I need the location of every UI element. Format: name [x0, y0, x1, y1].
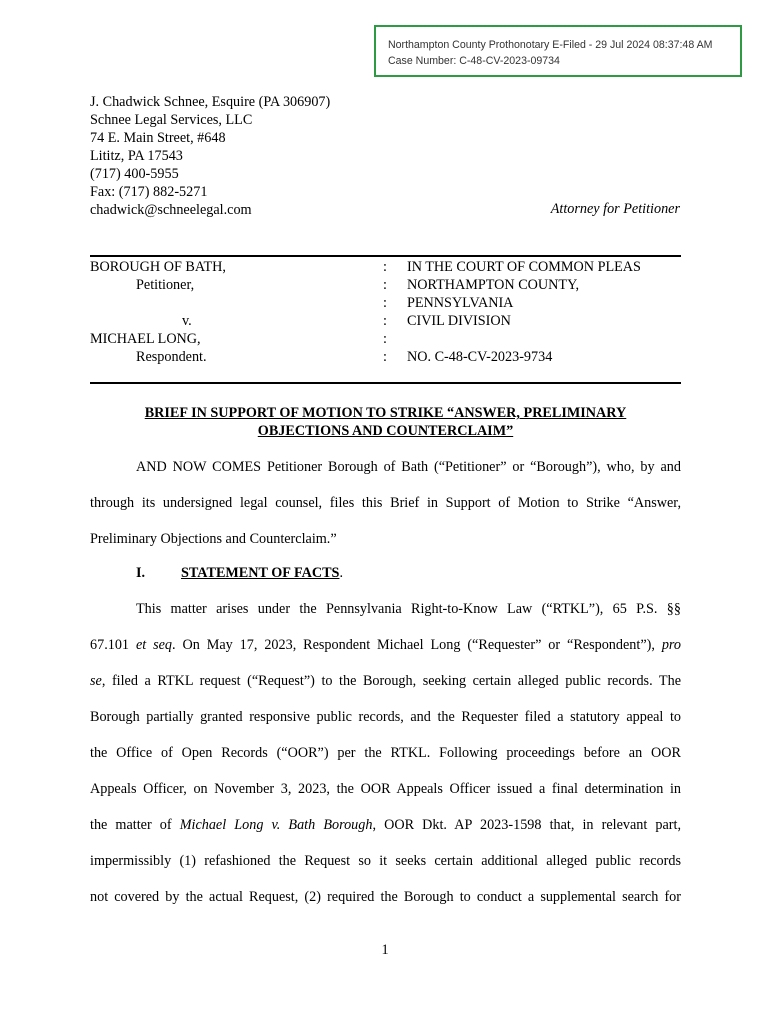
intro-paragraph — [90, 458, 681, 566]
attorney-firm: Schnee Legal Services, LLC — [90, 112, 253, 128]
attorney-block — [90, 93, 330, 219]
docket-number: NO. C-48-CV-2023-9734 — [407, 349, 553, 365]
attorney-name: J. Chadwick Schnee, Esquire (PA 306907) — [90, 94, 331, 110]
paragraph-line: through its undersigned legal counsel, files this Brief in Support of Motion to Strike “Answer, — [90, 495, 681, 511]
caption-colon: : — [383, 277, 387, 293]
section-number: I. — [136, 565, 146, 581]
respondent-role: Respondent. — [136, 349, 207, 365]
section-title: STATEMENT OF FACTS — [181, 565, 340, 581]
caption-colon: : — [383, 331, 387, 347]
caption-colon: : — [383, 313, 387, 329]
section-heading — [136, 564, 343, 582]
document-title-line1: BRIEF IN SUPPORT OF MOTION TO STRIKE “ANSWER, PRELIMINARY — [144, 405, 627, 421]
attorney-city: Lititz, PA 17543 — [90, 148, 183, 164]
court-line: IN THE COURT OF COMMON PLEAS — [407, 259, 641, 275]
case-citation: Michael Long v. Bath Borough — [179, 817, 373, 833]
respondent-name: MICHAEL LONG, — [90, 331, 201, 347]
paragraph-line: Appeals Officer, on November 3, 2023, the OOR Appeals Officer issued a final determination in — [90, 781, 681, 797]
paragraph-line: 67.101 et seq. On May 17, 2023, Respondent Michael Long (“Requester” or “Respondent”), pro — [90, 637, 681, 653]
court-line: NORTHAMPTON COUNTY, — [407, 277, 580, 293]
attorney-phone: (717) 400-5955 — [90, 166, 179, 182]
paragraph-line: Preliminary Objections and Counterclaim.” — [90, 531, 337, 547]
document-title-line2: OBJECTIONS AND COUNTERCLAIM” — [257, 423, 514, 439]
italic-term: pro — [661, 637, 681, 653]
italic-term: se — [90, 673, 102, 689]
caption-parties — [90, 258, 370, 366]
efiling-stamp — [374, 25, 742, 77]
caption-colons — [383, 258, 387, 366]
paragraph-line: se, filed a RTKL request (“Request”) to the Borough, seeking certain alleged public records. The — [90, 673, 681, 689]
facts-paragraph — [90, 600, 681, 924]
italic-term: et seq — [135, 637, 173, 653]
efiling-stamp-case-number: Case Number: C-48-CV-2023-09734 — [388, 55, 560, 67]
document-title — [90, 404, 681, 440]
versus: v. — [182, 313, 192, 329]
petitioner-name: BOROUGH OF BATH, — [90, 259, 226, 275]
section-period: . — [339, 565, 343, 581]
paragraph-line: Borough partially granted responsive public records, and the Requester filed a statutory appeal to — [90, 709, 681, 725]
paragraph-line: the matter of Michael Long v. Bath Borough, OOR Dkt. AP 2023-1598 that, in relevant part, — [90, 817, 682, 833]
paragraph-line: impermissibly (1) refashioned the Request so it seeks certain additional alleged public records — [90, 853, 681, 869]
caption-court — [407, 258, 641, 366]
paragraph-line: not covered by the actual Request, (2) required the Borough to conduct a supplemental search for — [90, 889, 681, 905]
paragraph-line: the Office of Open Records (“OOR”) per the RTKL. Following proceedings before an OOR — [90, 745, 681, 761]
caption-colon: : — [383, 259, 387, 275]
caption-bottom-rule — [90, 382, 681, 384]
attorney-street: 74 E. Main Street, #648 — [90, 130, 226, 146]
attorney-fax: Fax: (717) 882-5271 — [90, 184, 208, 200]
paragraph-line: AND NOW COMES Petitioner Borough of Bath (“Petitioner” or “Borough”), who, by and — [136, 459, 681, 475]
paragraph-line: This matter arises under the Pennsylvania Right-to-Know Law (“RTKL”), 65 P.S. §§ — [136, 601, 681, 617]
caption-colon: : — [383, 349, 387, 365]
page-number: 1 — [381, 942, 389, 958]
efiling-stamp-line1: Northampton County Prothonotary E-Filed - 29 Jul 2024 08:37:48 AM — [388, 39, 713, 51]
caption-colon: : — [383, 295, 387, 311]
caption-top-rule — [90, 255, 681, 257]
attorney-email: chadwick@schneelegal.com — [90, 202, 252, 218]
attorney-role: Attorney for Petitioner — [550, 201, 680, 217]
court-line: CIVIL DIVISION — [407, 313, 511, 329]
court-line: PENNSYLVANIA — [407, 295, 514, 311]
petitioner-role: Petitioner, — [136, 277, 195, 293]
